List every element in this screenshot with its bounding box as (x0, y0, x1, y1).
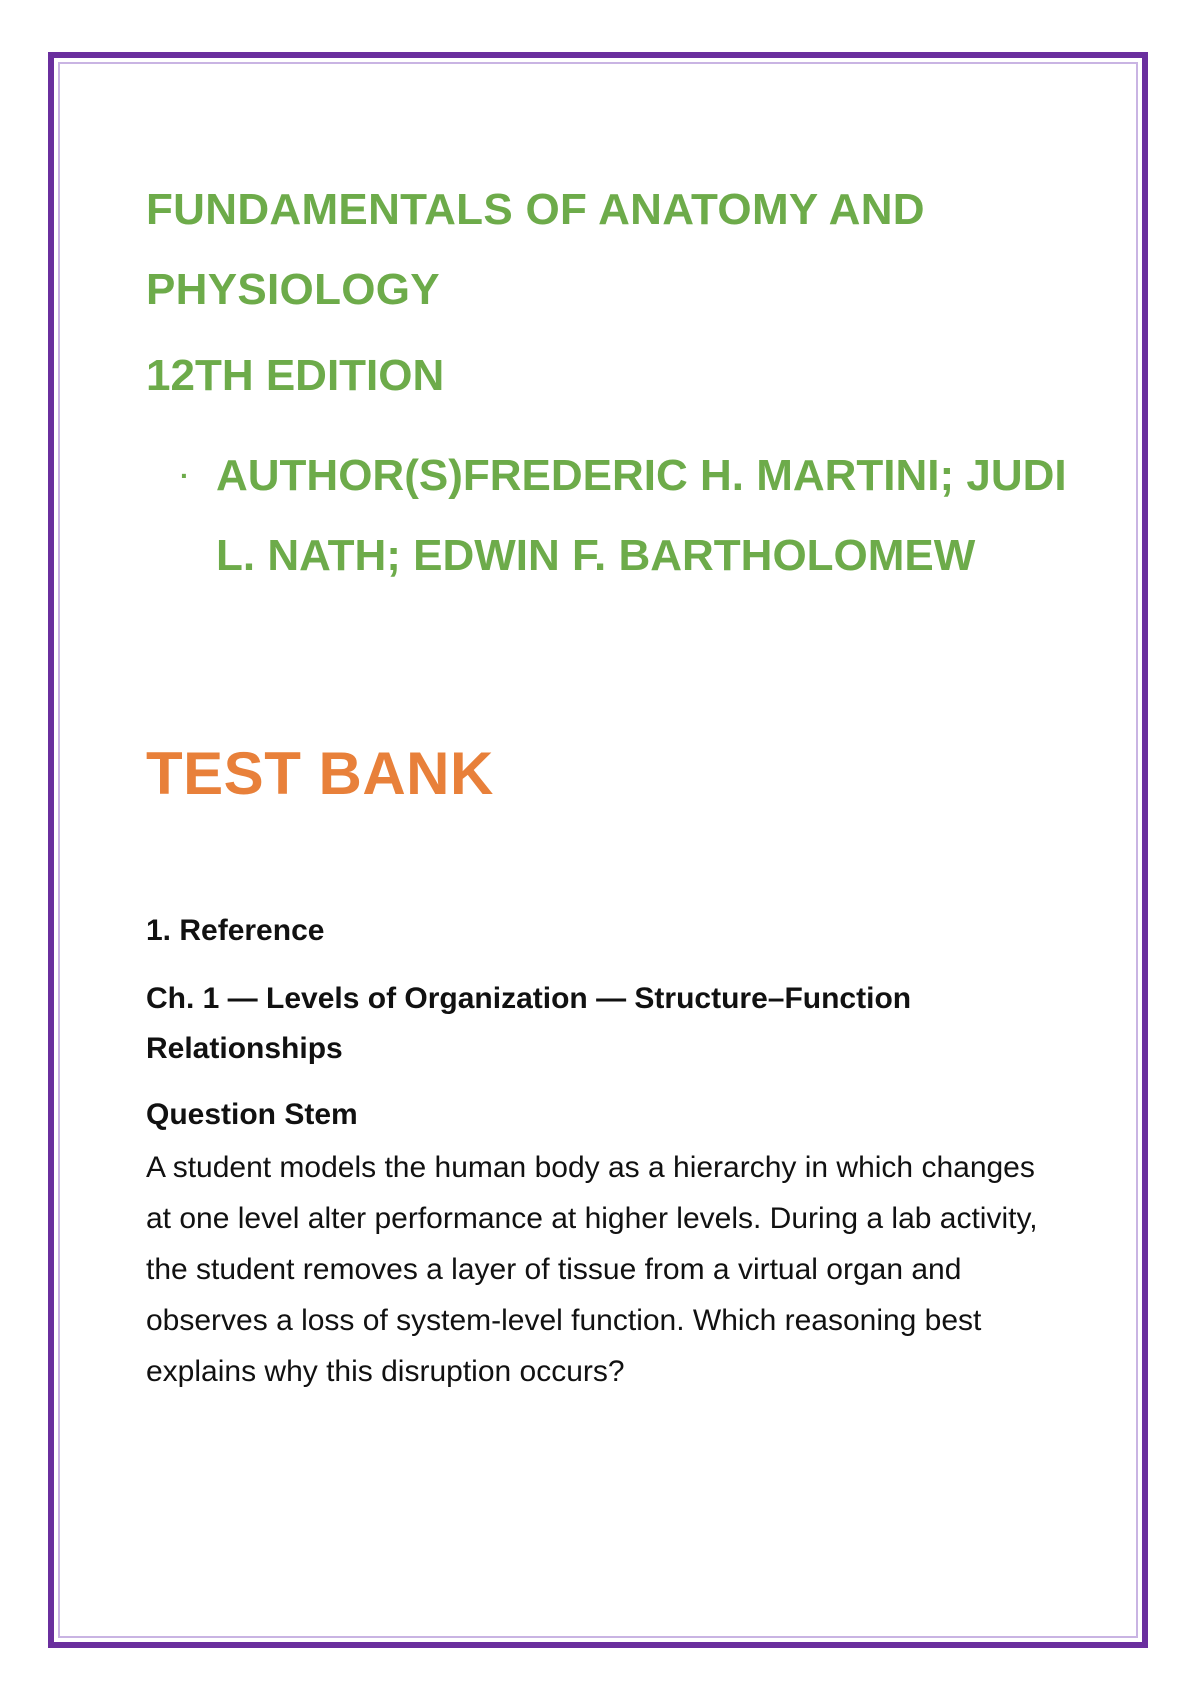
authors-item (146, 436, 1106, 596)
authors-text: AUTHOR(S)FREDERIC H. MARTINI; JUDI L. NATH; EDWIN F. BARTHOLOMEW (216, 451, 1067, 580)
page-content (146, 170, 1106, 1397)
test-bank-heading: TEST BANK (146, 740, 494, 807)
question-chapter: Ch. 1 — Levels of Organization — Structure–Function Relationships (146, 982, 912, 1065)
question-stem-text: A student models the human body as a hierarchy in which changes at one level alter performance at higher levels. During a lab activity, the student removes a layer of tissue from a virtual organ and observes a loss of system-level function. Which reasoning best explains why this disruption occurs? (146, 1151, 1038, 1388)
bullet-icon: · (180, 460, 190, 491)
book-edition: 12TH EDITION (146, 351, 445, 400)
question-reference: 1. Reference (146, 914, 325, 947)
book-title: FUNDAMENTALS OF ANATOMY AND PHYSIOLOGY (146, 185, 925, 314)
page-border (48, 52, 1148, 1648)
question-stem-heading: Question Stem (146, 1098, 358, 1131)
authors-list (146, 436, 1106, 596)
